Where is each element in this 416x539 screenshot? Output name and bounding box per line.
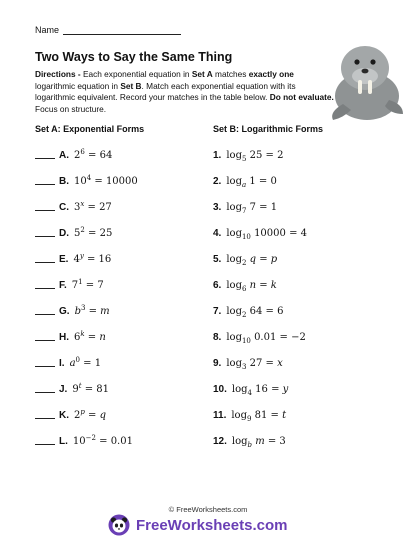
item-letter: A. [59, 149, 69, 161]
log-fn: log [226, 279, 242, 291]
set-b-item [213, 168, 307, 194]
directions-bold: Set A [191, 69, 213, 79]
answer-blank[interactable] [35, 255, 55, 263]
log-equation [226, 358, 282, 369]
set-a-item [35, 246, 138, 272]
log-equation [226, 228, 307, 239]
log-fn: log [226, 149, 242, 161]
answer-blank[interactable] [35, 177, 55, 185]
set-a-item [35, 194, 138, 220]
log-equation [226, 332, 305, 343]
log-base: 4 [247, 388, 252, 397]
set-b-item [213, 142, 307, 168]
item-number: 11. [213, 409, 227, 421]
answer-blank[interactable] [35, 203, 55, 211]
log-equation [226, 280, 277, 291]
exponential-equation [74, 147, 113, 161]
log-rhs: = 0 [255, 175, 277, 187]
item-number: 12. [213, 435, 227, 447]
exp-base: 10 [72, 435, 86, 447]
exp-base: 3 [74, 201, 81, 213]
item-number: 1. [213, 149, 222, 161]
set-b-item [213, 402, 307, 428]
log-base: 2 [241, 310, 247, 319]
set-a-list [35, 142, 138, 454]
exp-power: −2 [85, 433, 96, 442]
exp-rhs: = 1 [80, 357, 102, 369]
log-equation [232, 384, 288, 395]
exp-rhs: = 64 [84, 149, 113, 161]
log-equation [232, 436, 286, 447]
log-rhs: = x [262, 357, 283, 369]
set-b-item [213, 194, 307, 220]
log-arg: 10000 [250, 227, 286, 239]
exp-base: 6 [74, 331, 81, 343]
exponential-equation [69, 355, 102, 369]
exp-power: 0 [75, 355, 80, 364]
answer-blank[interactable] [35, 385, 55, 393]
directions-bold: exactly one [248, 69, 294, 79]
set-a-item [35, 142, 138, 168]
log-fn: log [226, 357, 242, 369]
log-rhs: = t [267, 409, 287, 421]
answer-blank[interactable] [35, 281, 55, 289]
exponential-equation [74, 303, 110, 317]
set-b-list [213, 142, 307, 454]
log-base: b [247, 440, 253, 449]
log-rhs: = y [267, 383, 289, 395]
answer-blank[interactable] [35, 437, 55, 445]
log-equation [226, 150, 283, 161]
exp-base: a [69, 357, 76, 369]
log-rhs: = 1 [255, 201, 278, 213]
set-b-item [213, 376, 307, 402]
directions-part: matches [212, 69, 249, 79]
log-fn: log [231, 383, 248, 395]
set-b-item [213, 298, 307, 324]
log-equation [226, 176, 276, 187]
set-a-item [35, 272, 138, 298]
log-base: 6 [241, 284, 247, 293]
set-b-item [213, 272, 307, 298]
log-base: 10 [241, 336, 251, 345]
walrus-illustration [325, 34, 405, 124]
exponential-equation [74, 225, 113, 239]
item-letter: K. [59, 409, 69, 421]
log-rhs: = −2 [276, 331, 306, 343]
set-a-item [35, 324, 138, 350]
log-fn: log [226, 227, 242, 239]
answer-blank[interactable] [35, 229, 55, 237]
exp-base: 2 [74, 149, 81, 161]
log-base: a [241, 180, 247, 189]
answer-blank[interactable] [35, 411, 55, 419]
directions-text [35, 69, 335, 115]
log-equation [226, 306, 283, 317]
log-base: 3 [241, 362, 247, 371]
exp-power: t [78, 381, 82, 390]
worksheet-title: Two Ways to Say the Same Thing [35, 50, 233, 64]
set-a-heading: Set A: Exponential Forms [35, 124, 145, 134]
name-field[interactable] [35, 25, 181, 35]
log-fn: log [231, 435, 248, 447]
item-number: 4. [213, 227, 222, 239]
exp-power: 6 [80, 147, 85, 156]
directions-part: Focus on structure. [35, 103, 107, 114]
log-fn: log [226, 201, 242, 213]
exp-rhs: = n [84, 331, 106, 343]
exponential-equation [73, 251, 112, 265]
set-b-heading: Set B: Logarithmic Forms [213, 124, 324, 134]
log-arg: 25 [246, 149, 263, 161]
exp-rhs: = 27 [84, 201, 112, 213]
name-line[interactable] [63, 25, 181, 35]
directions-part: Each exponential equation in [80, 69, 192, 79]
item-number: 3. [213, 201, 222, 213]
item-letter: D. [59, 227, 69, 239]
exp-rhs: = 10000 [91, 175, 138, 187]
item-letter: L. [59, 435, 68, 447]
set-b-item [213, 324, 307, 350]
set-b-item [213, 246, 307, 272]
exp-power: 1 [78, 277, 83, 286]
set-b-item [213, 220, 307, 246]
set-b-item [213, 350, 307, 376]
exp-base: 2 [74, 409, 81, 421]
exp-base: 7 [71, 279, 79, 291]
item-letter: C. [59, 201, 69, 213]
item-letter: F. [59, 279, 67, 291]
log-fn: log [226, 253, 242, 265]
set-a-item [35, 402, 138, 428]
answer-blank[interactable] [35, 359, 55, 367]
log-rhs: = 3 [264, 435, 286, 447]
exp-power: p [80, 407, 85, 416]
exp-rhs: = 7 [82, 279, 104, 291]
exp-rhs: = 0.01 [95, 435, 133, 447]
item-number: 6. [213, 279, 222, 291]
item-letter: H. [59, 331, 69, 343]
log-arg: 64 [246, 305, 263, 317]
exp-power: y [79, 251, 84, 260]
log-fn: log [226, 331, 242, 343]
item-number: 7. [213, 305, 222, 317]
brand-name[interactable]: FreeWorksheets.com [136, 516, 288, 534]
exp-power: k [80, 329, 85, 338]
directions-part: logarithmic equation in [35, 80, 121, 91]
log-equation [226, 254, 277, 265]
log-rhs: = 2 [262, 149, 284, 161]
log-arg: 0.01 [250, 331, 277, 343]
item-letter: G. [59, 305, 70, 317]
exponential-equation [74, 407, 106, 421]
exp-rhs: = 25 [84, 227, 113, 239]
exp-rhs: = 16 [83, 253, 112, 265]
log-rhs: = p [256, 253, 278, 265]
exponential-equation [72, 381, 110, 395]
log-rhs: = k [256, 279, 277, 291]
directions-label: Directions - [35, 69, 81, 79]
set-a-item [35, 220, 138, 246]
directions-part: . Match each exponential equation with its logarithmic equivalent. Record your matches in the table below. [35, 80, 296, 102]
exp-base: b [74, 305, 81, 317]
item-number: 5. [213, 253, 222, 265]
set-a-item [35, 350, 138, 376]
directions-bold: Do not evaluate. [269, 92, 334, 102]
log-arg: n [246, 279, 257, 291]
item-letter: J. [59, 383, 68, 395]
answer-blank[interactable] [35, 307, 55, 315]
item-letter: B. [59, 175, 69, 187]
log-arg: 1 [246, 175, 256, 187]
set-a-item [35, 428, 138, 454]
answer-blank[interactable] [35, 151, 55, 159]
log-base: 7 [241, 206, 247, 215]
exp-rhs: = q [84, 409, 106, 421]
log-rhs: = 4 [285, 227, 307, 239]
log-fn: log [231, 409, 247, 421]
exponential-equation [71, 277, 104, 291]
log-arg: 81 [251, 409, 268, 421]
exponential-equation [74, 199, 112, 213]
log-arg: 16 [252, 383, 268, 395]
log-fn: log [226, 305, 242, 317]
exp-power: x [80, 199, 85, 208]
log-equation [231, 410, 286, 421]
item-number: 8. [213, 331, 222, 343]
exponential-equation [74, 173, 138, 187]
footer-copyright: © FreeWorksheets.com [168, 505, 248, 514]
item-letter: E. [59, 253, 69, 265]
exp-base: 10 [74, 175, 87, 187]
set-b-item [213, 428, 307, 454]
panda-logo-icon [108, 514, 130, 536]
item-number: 10. [213, 383, 227, 395]
exp-rhs: = m [85, 305, 110, 317]
exp-power: 4 [86, 173, 92, 182]
exp-rhs: = 81 [81, 383, 110, 395]
log-base: 5 [241, 154, 247, 163]
answer-blank[interactable] [35, 333, 55, 341]
set-a-item [35, 168, 138, 194]
name-label: Name [35, 25, 60, 35]
log-arg: m [252, 435, 265, 447]
exp-power: 2 [80, 225, 85, 234]
exp-power: 3 [80, 303, 86, 312]
directions-bold: Set B [120, 80, 142, 91]
log-rhs: = 6 [262, 305, 284, 317]
log-arg: 7 [246, 201, 256, 213]
exponential-equation [74, 329, 106, 343]
item-letter: I. [59, 357, 65, 369]
log-equation [226, 202, 277, 213]
log-fn: log [226, 175, 242, 187]
footer-brand [108, 514, 287, 536]
exponential-equation [72, 433, 133, 447]
item-number: 2. [213, 175, 222, 187]
exp-base: 4 [73, 253, 80, 265]
exp-base: 5 [74, 227, 81, 239]
log-arg: q [246, 253, 257, 265]
log-base: 10 [241, 232, 251, 241]
log-base: 9 [246, 414, 252, 423]
log-base: 2 [241, 258, 247, 267]
set-a-item [35, 298, 138, 324]
log-arg: 27 [246, 357, 263, 369]
exp-base: 9 [72, 383, 79, 395]
set-a-item [35, 376, 138, 402]
item-number: 9. [213, 357, 222, 369]
